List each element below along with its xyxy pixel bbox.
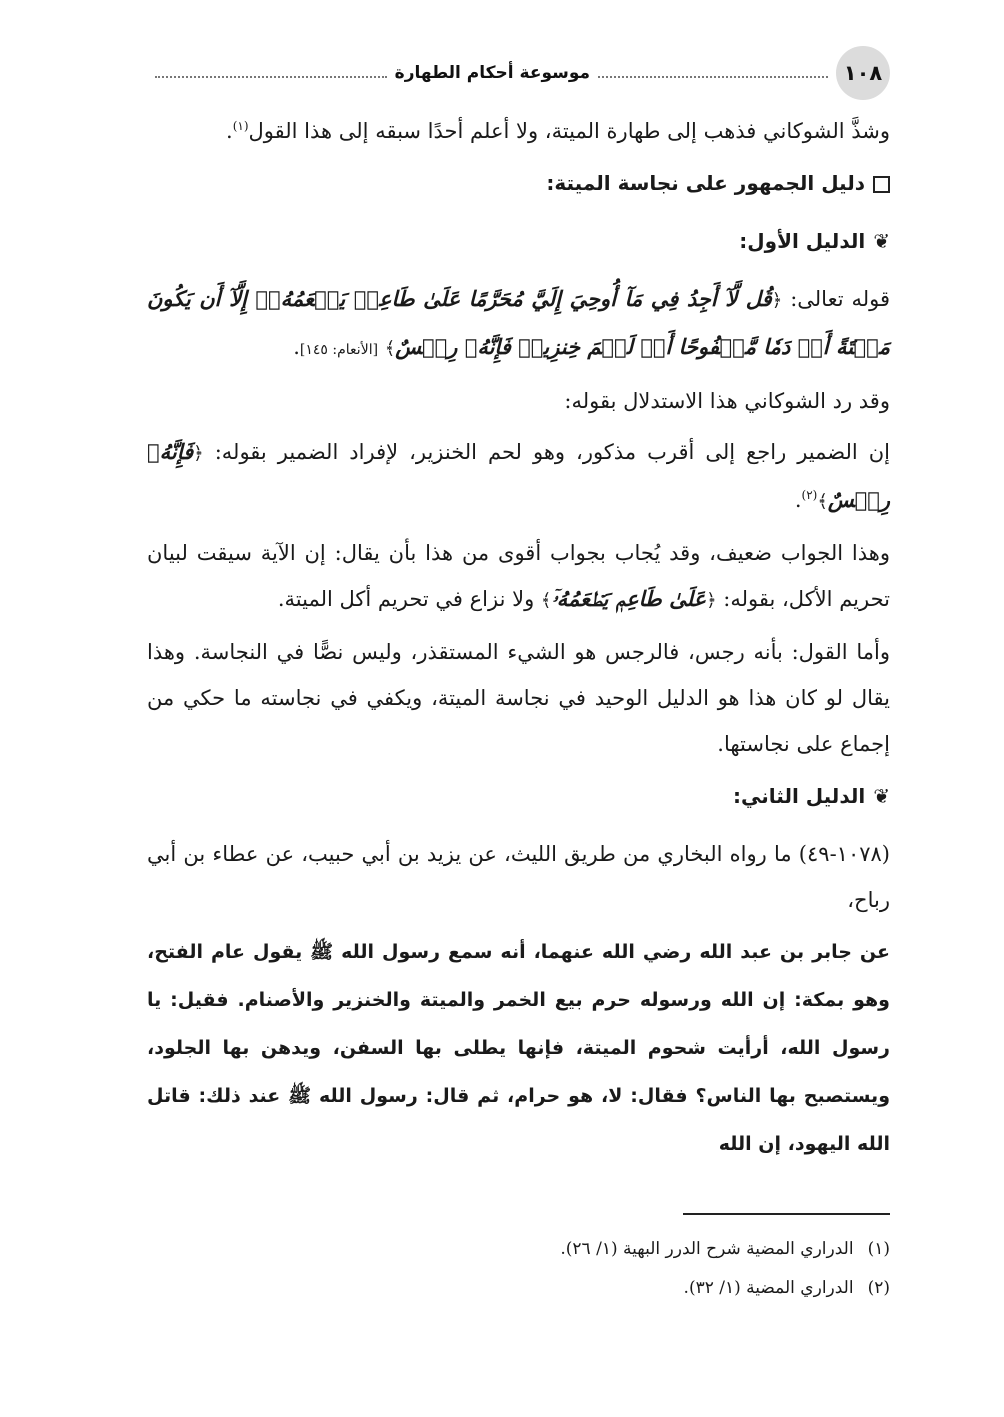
footnote-number: (١) [867, 1239, 890, 1259]
paragraph: وهذا الجواب ضعيف، وقد يُجاب بجواب أقوى من هذا بأن يقال: إن الآية سيقت لبيان تحريم الأكل، بقوله: ﴿عَلَىٰ طَاعِمٖ يَطۡعَمُهُۥٓ﴾ ولا نزاع في تحريم أكل الميتة. [147, 541, 890, 611]
section-heading: دليل الجمهور على نجاسة الميتة: [147, 160, 890, 206]
leaf-ornament-icon: ❦ [873, 784, 890, 808]
page [147, 0, 890, 1417]
hadith-text: عن جابر بن عبد الله رضي الله عنهما، أنه سمع رسول الله ﷺ يقول عام الفتح، وهو بمكة: إن الله ورسوله حرم بيع الخمر والميتة والخنزير والأصنام. فقيل: يا رسول الله، أرأيت شحوم الميتة، فإنها يطلى بها السفن، ويدهن بها الجلود، ويستصبح بها الناس؟ فقال: لا، هو حرام، ثم قال: رسول الله ﷺ عند ذلك: قاتل الله اليهود، إن الله [147, 941, 890, 1155]
footnote-ref[interactable]: (١) [232, 119, 249, 133]
page-number: ١٠٨ [836, 46, 890, 100]
footnote-text: الدراري المضية شرح الدرر البهية (١/ ٢٦). [560, 1239, 854, 1259]
paragraph: (١٠٧٨-٤٩) ما رواه البخاري من طريق الليث، عن يزيد بن أبي حبيب، عن عطاء بن أبي رباح، [147, 842, 890, 912]
paragraph: وقد رد الشوكاني هذا الاستدلال بقوله: [564, 389, 890, 413]
quran-ornament-open: ﴿ [771, 290, 783, 311]
footnotes [147, 1230, 890, 1308]
quran-ornament-close: ﴾ [817, 491, 828, 512]
leaf-ornament-icon: ❦ [873, 229, 890, 253]
quran-ornament-open: ﴿ [706, 590, 717, 611]
header-dotted-leader-left [155, 76, 387, 78]
page-header [147, 48, 890, 98]
main-text [147, 108, 890, 1173]
footnote-text: الدراري المضية (١/ ٣٢). [683, 1278, 854, 1298]
quran-ornament-close: ﴾ [384, 338, 396, 359]
subsection-heading: ❦الدليل الثاني: [147, 773, 890, 819]
footnote-ref[interactable]: (٢) [801, 488, 818, 502]
running-title: موسوعة أحكام الطهارة [394, 63, 590, 83]
quran-ornament-open: ﴿ [193, 443, 204, 464]
paragraph: وأما القول: بأنه رجس، فالرجس هو الشيء المستقذر، وليس نصًّا في النجاسة. وهذا يقال لو كان هذا هو الدليل الوحيد في نجاسة الميتة، ويكفي في نجاسته ما حكي من إجماع على نجاستها. [147, 640, 890, 756]
subsection-heading: ❦الدليل الأول: [147, 218, 890, 264]
quran-verse: عَلَىٰ طَاعِمٖ يَطۡعَمُهُۥٓ [551, 586, 707, 611]
square-bullet-icon [873, 176, 890, 193]
verse-reference: [الأنعام: ١٤٥] [299, 342, 379, 358]
quran-verse: فَإِنَّهُۥ رِجۡسٌ [147, 439, 890, 512]
paragraph: إن الضمير راجع إلى أقرب مذكور، وهو لحم الخنزير، لإفراد الضمير بقوله: ﴿فَإِنَّهُۥ رِجۡسٌ﴾$^{(٢)}$. [147, 439, 890, 512]
footnote-number: (٢) [867, 1278, 890, 1298]
quran-verse: قُل لَّآ أَجِدُ فِي مَآ أُوحِيَ إِلَيَّ مُحَرَّمًا عَلَىٰ طَاعِمٖ يَطۡعَمُهُۥٓ إِلَّآ أَن يَكُونَ مَيۡتَةً أَوۡ دَمٗا مَّسۡفُوحًا أَوۡ لَحۡمَ خِنزِيرٖ فَإِنَّهُۥ رِجۡسٌ [147, 286, 890, 359]
footnote [147, 1269, 890, 1308]
paragraph: وشذَّ الشوكاني فذهب إلى طهارة الميتة، ولا أعلم أحدًا سبقه إلى هذا القول$^{(١)}$. [226, 119, 890, 143]
footnote-divider [683, 1213, 890, 1215]
footnote [147, 1230, 890, 1269]
paragraph: قوله تعالى: ﴿قُل لَّآ أَجِدُ فِي مَآ أُوحِيَ إِلَيَّ مُحَرَّمًا عَلَىٰ طَاعِمٖ يَطۡعَمُهُۥٓ إِلَّآ أَن يَكُونَ مَيۡتَةً أَوۡ دَمٗا مَّسۡفُوحًا أَوۡ لَحۡمَ خِنزِيرٖ فَإِنَّهُۥ رِجۡسٌ﴾ [الأنعام: ١٤٥]. [147, 286, 891, 359]
header-dotted-leader-right [598, 76, 828, 78]
quran-ornament-close: ﴾ [540, 590, 552, 611]
